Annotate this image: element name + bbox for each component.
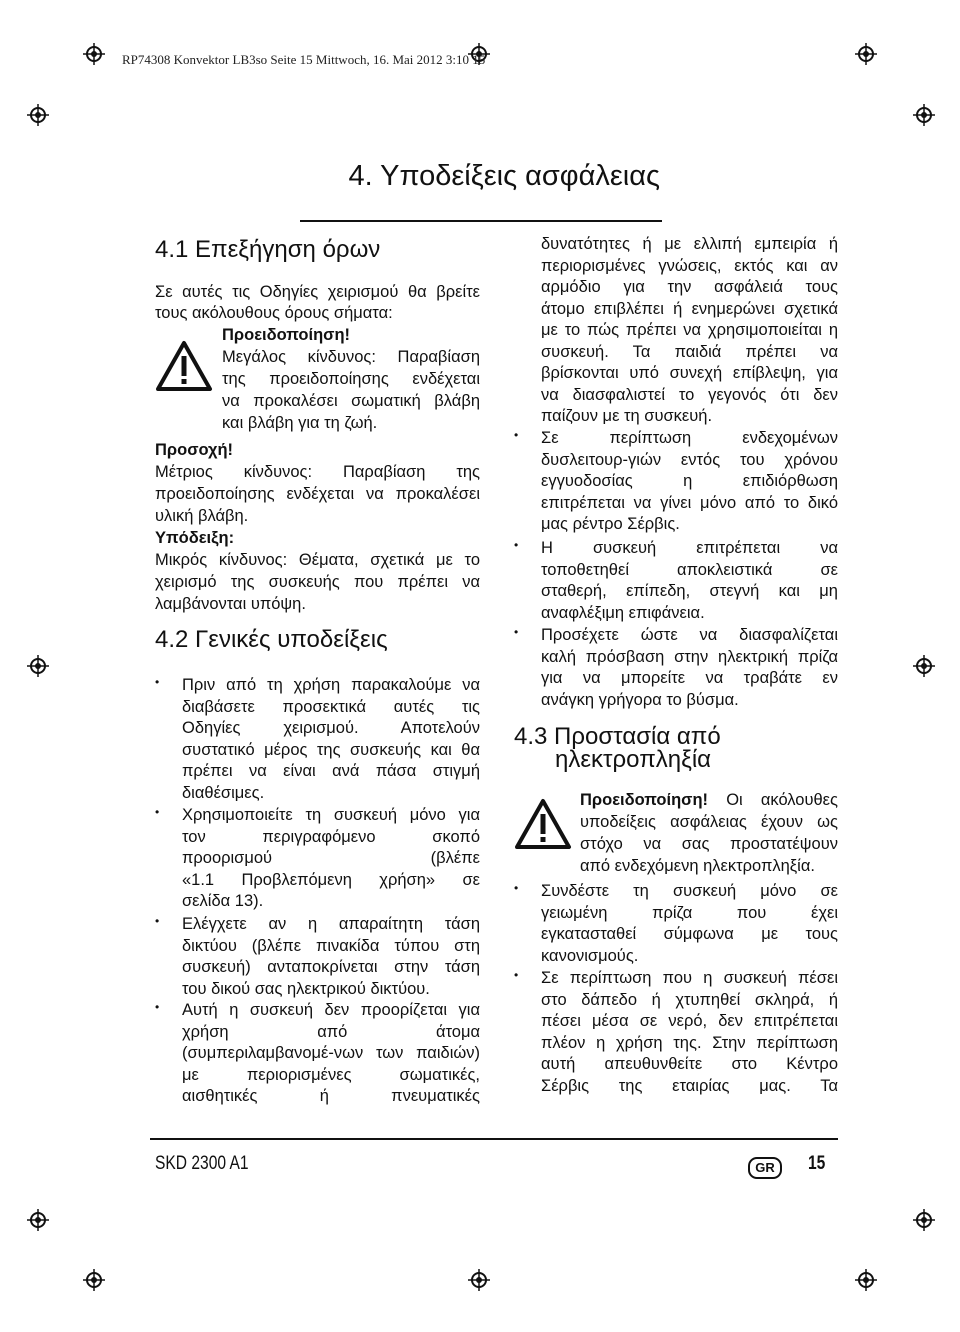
bullet-icon: • (514, 625, 519, 639)
bullet-icon: • (514, 968, 519, 982)
list-item-line: Χρησιμοποιείτε τη συσκευή μόνο για (182, 806, 480, 824)
warning-text-line: να προκαλέσει σωματική βλάβη (222, 392, 480, 410)
intro-line: Σε αυτές τις Οδηγίες χειρισμού θα βρείτε (155, 283, 480, 301)
list-item-line: διαβάσετε προσεκτικά αυτές τις (182, 697, 480, 716)
section-4-2-heading: 4.2 Γενικές υποδείξεις (155, 626, 388, 653)
registration-mark-icon (83, 1269, 105, 1291)
registration-mark-icon (27, 1209, 49, 1231)
note-text-line: χειρισμό της συσκευής που πρέπει να (155, 573, 480, 591)
text-line: αρμόδιο για την ασφάλειά τους (541, 278, 838, 296)
page-number: 15 (808, 1153, 826, 1174)
warning-label: Προειδοποίηση! (222, 326, 351, 344)
list-item-line: δυσλειτουρ-γιών εντός του χρόνου (541, 450, 838, 469)
list-item-line: μας ρέντρο Σέρβις. (541, 515, 680, 533)
list-item-line: πλέον η χρήση της. Στην περίπτωση (541, 1033, 838, 1052)
note-text-line: Μικρός κίνδυνος: Θέματα, σχετικά με το (155, 551, 480, 569)
list-item-line: εγγυοδοσίας η επιδιόρθωση (541, 472, 838, 490)
text-line: δυνατότητες ή με ελλιπή εμπειρία ή (541, 235, 838, 253)
caution-text-line: προειδοποίησης ενδέχεται να προκαλέσει (155, 485, 480, 503)
list-item-line: αναφλέξιμη επιφάνεια. (541, 603, 705, 622)
list-item-line: για να μπορείτε να τραβάτε εν (541, 669, 838, 687)
model-number: SKD 2300 A1 (155, 1153, 249, 1174)
list-item-line: Σε περίπτωση ενδεχομένων (541, 429, 838, 447)
text-line: με το πώς πρέπει να χρησιμοποιείται η (541, 321, 838, 339)
list-item-line: Σε περίπτωση που η συσκευή πέσει (541, 969, 838, 987)
registration-mark-icon (913, 655, 935, 677)
list-item (514, 625, 838, 711)
warning-text-line: στόχο να σας προστατέψουν (580, 835, 838, 853)
footer-rule (150, 1138, 838, 1140)
list-item-line: τοποθετηθεί αποκλειστικά σε (541, 560, 838, 579)
list-item-line: χρήση από άτομα (182, 1022, 480, 1041)
warning-text-line: της προειδοποίησης ενδέχεται (222, 370, 480, 388)
list-item-line: τον περιγραφόμενο σκοπό (182, 827, 480, 846)
list-item-line: Σέρβις της εταιρίας μας. Τα (541, 1076, 838, 1095)
continued-text (541, 234, 838, 428)
page-title: 4. Υποδείξεις ασφάλειας (348, 160, 660, 192)
list-item (514, 968, 838, 1097)
caution-label: Προσοχή! (155, 441, 234, 459)
list-item (155, 1000, 480, 1108)
warning-text-line: από ενδεχόμενη ηλεκτροπληξία. (580, 857, 815, 875)
bullet-icon: • (155, 1000, 160, 1014)
section-4-3-heading: 4.3 Προστασία από (514, 723, 721, 750)
language-badge: GR (748, 1157, 782, 1179)
registration-mark-icon (913, 1209, 935, 1231)
list-item-line: εγκατασταθεί σύμφωνα με τους (541, 925, 838, 943)
caution-text-line: Μέτριος κίνδυνος: Παραβίαση της (155, 463, 480, 481)
warning-text-line: και βλάβη για τη ζωή. (222, 414, 378, 432)
caution-text-line: υλική βλάβη. (155, 507, 249, 525)
warning-text: Οι ακόλουθες (708, 791, 838, 809)
text-line: να διασφαλιστεί το γεγονός ότι δεν (541, 385, 838, 404)
list-item-line: του δικού σας ηλεκτρικού δικτύου. (182, 979, 430, 998)
list-item-line: προορισμού (βλέπε (182, 849, 480, 867)
registration-mark-icon (83, 43, 105, 65)
list-item-line: πέσει μέσα σε νερό, δεν επιτρέπεται (541, 1012, 838, 1030)
text-line: συσκευή. Τα παιδιά πρέπει να (541, 342, 838, 361)
list-item-line: Συνδέστε τη συσκευή μόνο σε (541, 882, 838, 900)
list-item (155, 805, 480, 913)
list-item-line: με περιορισμένες σωματικές, (182, 1065, 480, 1084)
list-item-line: στο δάπεδο ή χτυπηθεί σκληρά, ή (541, 990, 838, 1009)
warning-text-line: υποδείξεις ασφάλειας έχουν ως (580, 813, 838, 831)
warning-triangle-icon (514, 798, 572, 855)
text-line: περιορισμένες γνώσεις, εκτός και αν (541, 256, 838, 275)
list-item-line: επιτρέπεται να γίνει μόνο από το δικό (541, 493, 838, 512)
section-4-1-heading: 4.1 Επεξήγηση όρων (155, 236, 381, 263)
list-item-line: Πριν από τη χρήση παρακαλούμε να (182, 676, 480, 694)
list-item-line: γειωμένη πρίζα που έχει (541, 903, 838, 922)
registration-mark-icon (27, 104, 49, 126)
warning-text-line: Μεγάλος κίνδυνος: Παραβίαση (222, 348, 480, 366)
warning-text-line (580, 790, 838, 812)
list-item (514, 881, 838, 967)
bullet-icon: • (155, 675, 160, 689)
registration-mark-icon (27, 655, 49, 677)
list-item (514, 538, 838, 624)
list-item-line: Αυτή η συσκευή δεν προορίζεται για (182, 1001, 480, 1019)
warning-triangle-icon (155, 340, 213, 397)
text-line: άτομο επιβλέπει ή ενημερώνει σχετικά (541, 299, 838, 318)
list-item-line: καλή πρόσβαση στην ηλεκτρική πρίζα (541, 647, 838, 666)
note-label: Υπόδειξη: (155, 529, 235, 547)
bullet-icon: • (155, 914, 160, 928)
list-item-line: σελίδα 13). (182, 892, 264, 910)
list-item-line: σταθερή, επίπεδη, στεγνή και μη (541, 582, 838, 600)
list-item (155, 914, 480, 1000)
text-line: παίζουν με τη συσκευή. (541, 407, 713, 425)
list-item-line: Η συσκευή επιτρέπεται να (541, 539, 838, 557)
registration-mark-icon (855, 1269, 877, 1291)
bullet-icon: • (514, 881, 519, 895)
registration-mark-icon (913, 104, 935, 126)
list-item-line: Προσέχετε ώστε να διασφαλίζεται (541, 626, 838, 644)
title-rule (300, 220, 662, 222)
registration-mark-icon (468, 1269, 490, 1291)
section-4-3-heading-line2: ηλεκτροπληξία (555, 746, 712, 773)
bullet-icon: • (155, 805, 160, 819)
list-item-line: συσκευή) ανταποκρίνεται στην τάση (182, 958, 480, 976)
warning-label: Προειδοποίηση! (580, 791, 709, 809)
list-item-line: δικτύου (βλέπε πινακίδα τύπου στη (182, 936, 480, 955)
bullet-icon: • (514, 538, 519, 552)
list-item (155, 675, 480, 804)
text-line: βρίσκονται υπό συνεχή επίβλεψη, για (541, 364, 838, 382)
list-item-line: συστατικό μέρος της συσκευής και θα (182, 740, 480, 759)
list-item (514, 428, 838, 536)
list-item-line: Οδηγίες χειρισμού. Αποτελούν (182, 719, 480, 737)
list-item-line: Ελέγχετε αν η απαραίτητη τάση (182, 915, 480, 933)
list-item-line: πρέπει να είναι ανά πάσα στιγμή (182, 762, 480, 780)
list-item-line: αισθητικές ή πνευματικές (182, 1087, 480, 1105)
list-item-line: κανονισμούς. (541, 946, 639, 965)
print-slug: RP74308 Konvektor LB3so Seite 15 Mittwoch, 16. Mai 2012 3:10 15 (122, 52, 486, 67)
list-item-line: διαθέσιμες. (182, 783, 265, 802)
list-item-line: ανάγκη γρήγορα το βύσμα. (541, 690, 739, 709)
intro-line: τους ακόλουθους όρους σήματα: (155, 304, 393, 322)
list-item-line: αυτή απευθυνθείτε στο Κέντρο (541, 1055, 838, 1073)
note-text-line: λαμβάνονται υπόψη. (155, 595, 306, 613)
bullet-icon: • (514, 428, 519, 442)
list-item-line: «1.1 Προβλεπόμενη χρήση» σε (182, 870, 480, 889)
list-item-line: (συμπεριλαμβανομέ-νων των παιδιών) (182, 1044, 480, 1062)
registration-mark-icon (855, 43, 877, 65)
